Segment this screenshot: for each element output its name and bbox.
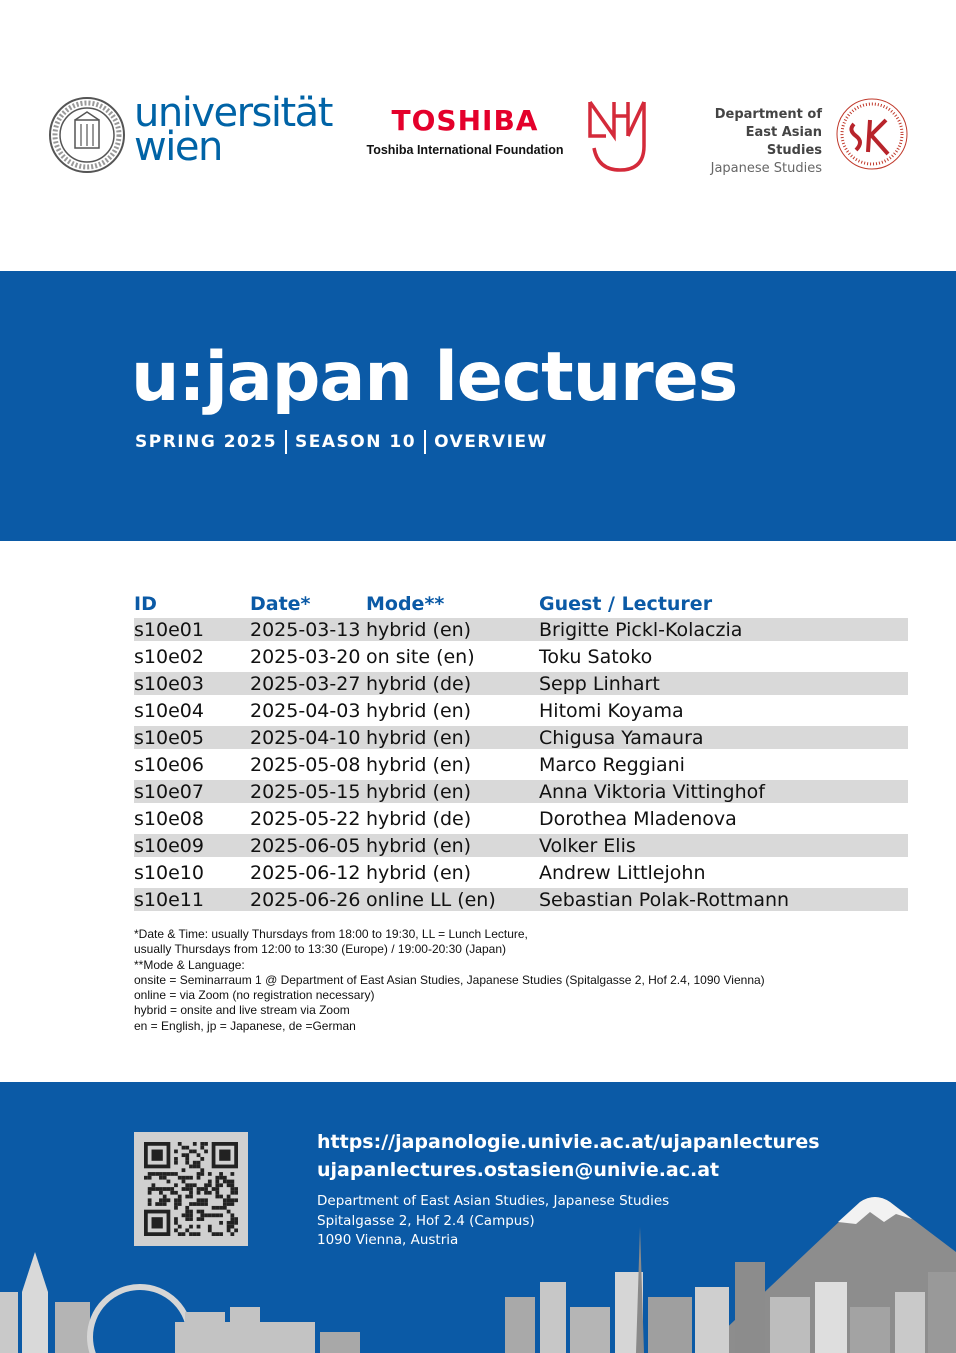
cell-id: s10e07 (134, 780, 204, 803)
cell-mode: hybrid (de) (366, 807, 472, 830)
table-row (134, 888, 908, 911)
cell-id: s10e05 (134, 726, 204, 749)
cell-mode: hybrid (en) (366, 726, 472, 749)
cell-lecturer: Sepp Linhart (539, 672, 660, 695)
table-row (134, 753, 908, 776)
toshiba-brand: TOSHIBA (391, 104, 539, 137)
table-row (134, 672, 908, 695)
toshiba-logo (365, 104, 565, 157)
address-line: 1090 Vienna, Austria (317, 1232, 459, 1248)
contact-block (317, 1128, 820, 1184)
cell-lecturer: Volker Elis (539, 834, 636, 857)
header-lecturer: Guest / Lecturer (539, 593, 713, 615)
toshiba-foundation: Toshiba International Foundation (366, 143, 564, 157)
cell-id: s10e03 (134, 672, 204, 695)
cell-lecturer: Dorothea Mladenova (539, 807, 737, 830)
cell-date: 2025-04-03 (250, 699, 361, 722)
address-line: Department of East Asian Studies, Japanese Studies (317, 1193, 670, 1209)
email-link[interactable]: ujapanlectures.ostasien@univie.ac.at (317, 1159, 720, 1181)
cell-date: 2025-06-05 (250, 834, 361, 857)
cell-date: 2025-06-12 (250, 861, 361, 884)
cell-id: s10e02 (134, 645, 204, 668)
dept-line-1: Department of (714, 107, 822, 122)
website-link[interactable]: https://japanologie.univie.ac.at/ujapanlectures (317, 1131, 820, 1153)
cell-lecturer: Andrew Littlejohn (539, 861, 706, 884)
cell-lecturer: Chigusa Yamaura (539, 726, 704, 749)
cell-date: 2025-05-08 (250, 753, 361, 776)
cell-lecturer: Brigitte Pickl-Kolaczia (539, 618, 743, 641)
table-row (134, 834, 908, 857)
table-row (134, 618, 908, 641)
subtitle-overview: OVERVIEW (434, 432, 548, 452)
cell-mode: hybrid (en) (366, 780, 472, 803)
cell-lecturer: Marco Reggiani (539, 753, 685, 776)
cell-mode: on site (en) (366, 645, 475, 668)
sjk-seal-logo (834, 96, 910, 172)
address-line: Spitalgasse 2, Hof 2.4 (Campus) (317, 1212, 535, 1229)
table-row (134, 645, 908, 668)
footnote-line: hybrid = onsite and live stream via Zoom (134, 1003, 350, 1018)
cell-mode: hybrid (en) (366, 834, 472, 857)
cell-lecturer: Hitomi Koyama (539, 699, 684, 722)
cell-date: 2025-03-20 (250, 645, 361, 668)
header-date: Date* (250, 593, 311, 615)
cell-date: 2025-03-13 (250, 618, 361, 641)
cell-mode: online LL (en) (366, 888, 496, 911)
cell-mode: hybrid (de) (366, 672, 472, 695)
univie-line-1: universität (134, 90, 332, 136)
page-title: u:japan lectures (131, 338, 738, 417)
subtitle-divider (424, 430, 426, 454)
footer-band (0, 1082, 956, 1353)
table-row (134, 726, 908, 749)
cell-id: s10e08 (134, 807, 204, 830)
univie-wordmark (134, 90, 332, 170)
footnote-line: **Mode & Language: (134, 957, 245, 972)
table-header (134, 590, 908, 618)
cell-id: s10e09 (134, 834, 204, 857)
header-id: ID (134, 593, 157, 615)
cell-date: 2025-04-10 (250, 726, 361, 749)
cell-date: 2025-05-22 (250, 807, 361, 830)
footnotes (134, 927, 765, 1034)
subtitle-semester: SPRING 2025 (135, 432, 278, 452)
table-body (134, 618, 908, 911)
address-block (317, 1192, 669, 1251)
aaj-logo (584, 96, 656, 174)
cell-lecturer: Toku Satoko (539, 645, 653, 668)
cell-id: s10e01 (134, 618, 204, 641)
cell-date: 2025-03-27 (250, 672, 361, 695)
univie-line-2: wien (134, 124, 222, 170)
cell-date: 2025-05-15 (250, 780, 361, 803)
cell-id: s10e04 (134, 699, 204, 722)
cell-mode: hybrid (en) (366, 861, 472, 884)
cell-lecturer: Anna Viktoria Vittinghof (539, 780, 765, 803)
lecture-table (134, 590, 908, 915)
table-row (134, 699, 908, 722)
cell-lecturer: Sebastian Polak-Rottmann (539, 888, 790, 911)
qr-code-pattern (144, 1142, 238, 1236)
logo-bar (0, 0, 956, 270)
page-subtitle (135, 430, 548, 454)
department-label (690, 106, 822, 178)
table-row (134, 861, 908, 884)
table-row (134, 807, 908, 830)
footnote-line: en = English, jp = Japanese, de =German (134, 1018, 356, 1033)
footnote-line: onsite = Seminarraum 1 @ Department of East Asian Studies, Japanese Studies (Spitalgasse 2, Hof 2.4, 1090 Vienna) (134, 972, 765, 987)
header-mode: Mode** (366, 593, 445, 615)
footnote-line: *Date & Time: usually Thursdays from 18:00 to 19:30, LL = Lunch Lecture, (134, 927, 528, 941)
cell-id: s10e10 (134, 861, 204, 884)
cell-mode: hybrid (en) (366, 753, 472, 776)
subtitle-season: SEASON 10 (295, 432, 417, 452)
university-seal-logo (48, 96, 126, 174)
cell-id: s10e06 (134, 753, 204, 776)
qr-code[interactable] (134, 1132, 248, 1246)
dept-line-2: East Asian Studies (745, 125, 822, 158)
cell-mode: hybrid (en) (366, 618, 472, 641)
cell-mode: hybrid (en) (366, 699, 472, 722)
table-row (134, 780, 908, 803)
dept-line-3: Japanese Studies (710, 161, 822, 176)
footnote-line: online = via Zoom (no registration necessary) (134, 988, 375, 1003)
cell-date: 2025-06-26 (250, 888, 361, 911)
cell-id: s10e11 (134, 888, 204, 911)
subtitle-divider (285, 430, 287, 454)
footnote-line: usually Thursdays from 12:00 to 13:30 (Europe) / 19:00-20:30 (Japan) (134, 942, 506, 957)
